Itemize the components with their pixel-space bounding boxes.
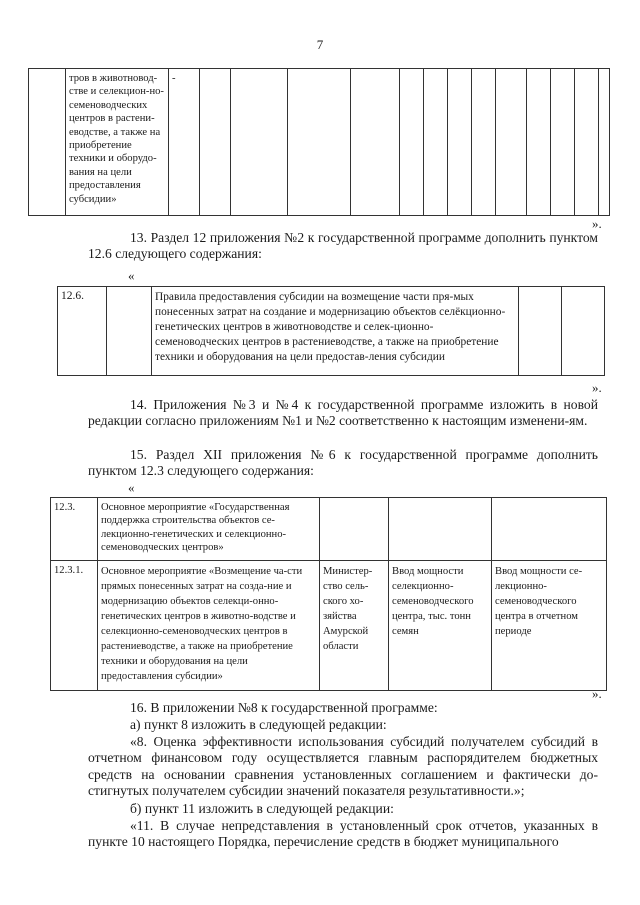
table-continued — [28, 68, 610, 216]
row-description: Ввод мощности се-лекционно-семеноводческого центра в отчетном периоде — [492, 561, 607, 691]
row-responsible — [320, 498, 389, 561]
row-number: 12.6. — [58, 287, 107, 376]
paragraph-15: 15. Раздел XII приложения №6 к государственной программе дополнить пунктом 12.3 следующего содержания: — [88, 447, 598, 479]
table-row — [51, 498, 607, 561]
paragraph-16: 16. В приложении №8 к государственной программе: — [130, 700, 438, 715]
table-12-3 — [50, 497, 607, 691]
row-responsible: Министер-ство сель-ского хо-зяйства Амурской области — [320, 561, 389, 691]
opening-quote: « — [128, 268, 135, 283]
table-cell-mark: - — [169, 69, 200, 216]
closing-quote: ». — [592, 216, 602, 231]
table-row — [58, 287, 605, 376]
row-text: Правила предоставления субсидии на возмещение части пря-мых понесенных затрат на создание и модернизацию объектов селёкционно-генетических центров в животноводстве и селек-ционно-семеноводческих центров в растениеводстве, а также на приобретение техники и оборудования на цели предостав-ления субсидии — [152, 287, 519, 376]
opening-quote: « — [128, 480, 135, 495]
paragraph-16b: б) пункт 11 изложить в следующей редакции: — [130, 801, 394, 816]
paragraph-13: 13. Раздел 12 приложения №2 к государственной программе дополнить пунктом 12.6 следующего содержания: — [88, 230, 598, 262]
paragraph-16a: а) пункт 8 изложить в следующей редакции: — [130, 717, 387, 732]
row-text: Основное мероприятие «Возмещение ча-сти прямых понесенных затрат на созда-ние и модернизацию объектов селекци-онно-генетических центров в животно-водстве и селекционно-семеноводческих центров в растениеводстве, а также на приобретение техники и оборудования на цели предоставления субсидии» — [98, 561, 320, 691]
row-indicator — [389, 498, 492, 561]
row-number: 12.3. — [51, 498, 98, 561]
closing-quote: ». — [592, 380, 602, 395]
closing-quote: ». — [592, 686, 602, 701]
table-cell-text: тров в животновод-стве и селекцион-но-семеноводческих центров в растени-еводстве, а также на приобретение техники и оборудо-вания на цели предоставления субсидии» — [66, 69, 169, 216]
table-row — [51, 561, 607, 691]
table-12-6 — [57, 286, 605, 376]
paragraph-16b-text: «11. В случае непредставления в установленный срок отчетов, указанных в пункте 10 настоящего Порядка, перечисление средств в бюджет муниципального — [88, 818, 598, 850]
row-description — [492, 498, 607, 561]
row-indicator: Ввод мощности селекционно-семеноводческого центра, тыс. тонн семян — [389, 561, 492, 691]
table-row — [29, 69, 610, 216]
row-text: Основное мероприятие «Государственная поддержка строительства объектов се-лекционно-генетических и селекционно-семеноводческих центров» — [98, 498, 320, 561]
paragraph-14: 14. Приложения №3 и №4 к государственной программе изложить в новой редакции согласно приложениям №1 и №2 соответственно к настоящим изменени-ям. — [88, 397, 598, 429]
row-number: 12.3.1. — [51, 561, 98, 691]
paragraph-16a-text: «8. Оценка эффективности использования субсидий получателем субсидий в отчетном финансовом году осуществляется главным распорядителем бюджетных средств на основании сравнения установленных соглашением и фактически до-стигнутых получателем субсидии значений показателя результативности.»; — [88, 734, 598, 799]
page-number: 7 — [316, 37, 324, 52]
